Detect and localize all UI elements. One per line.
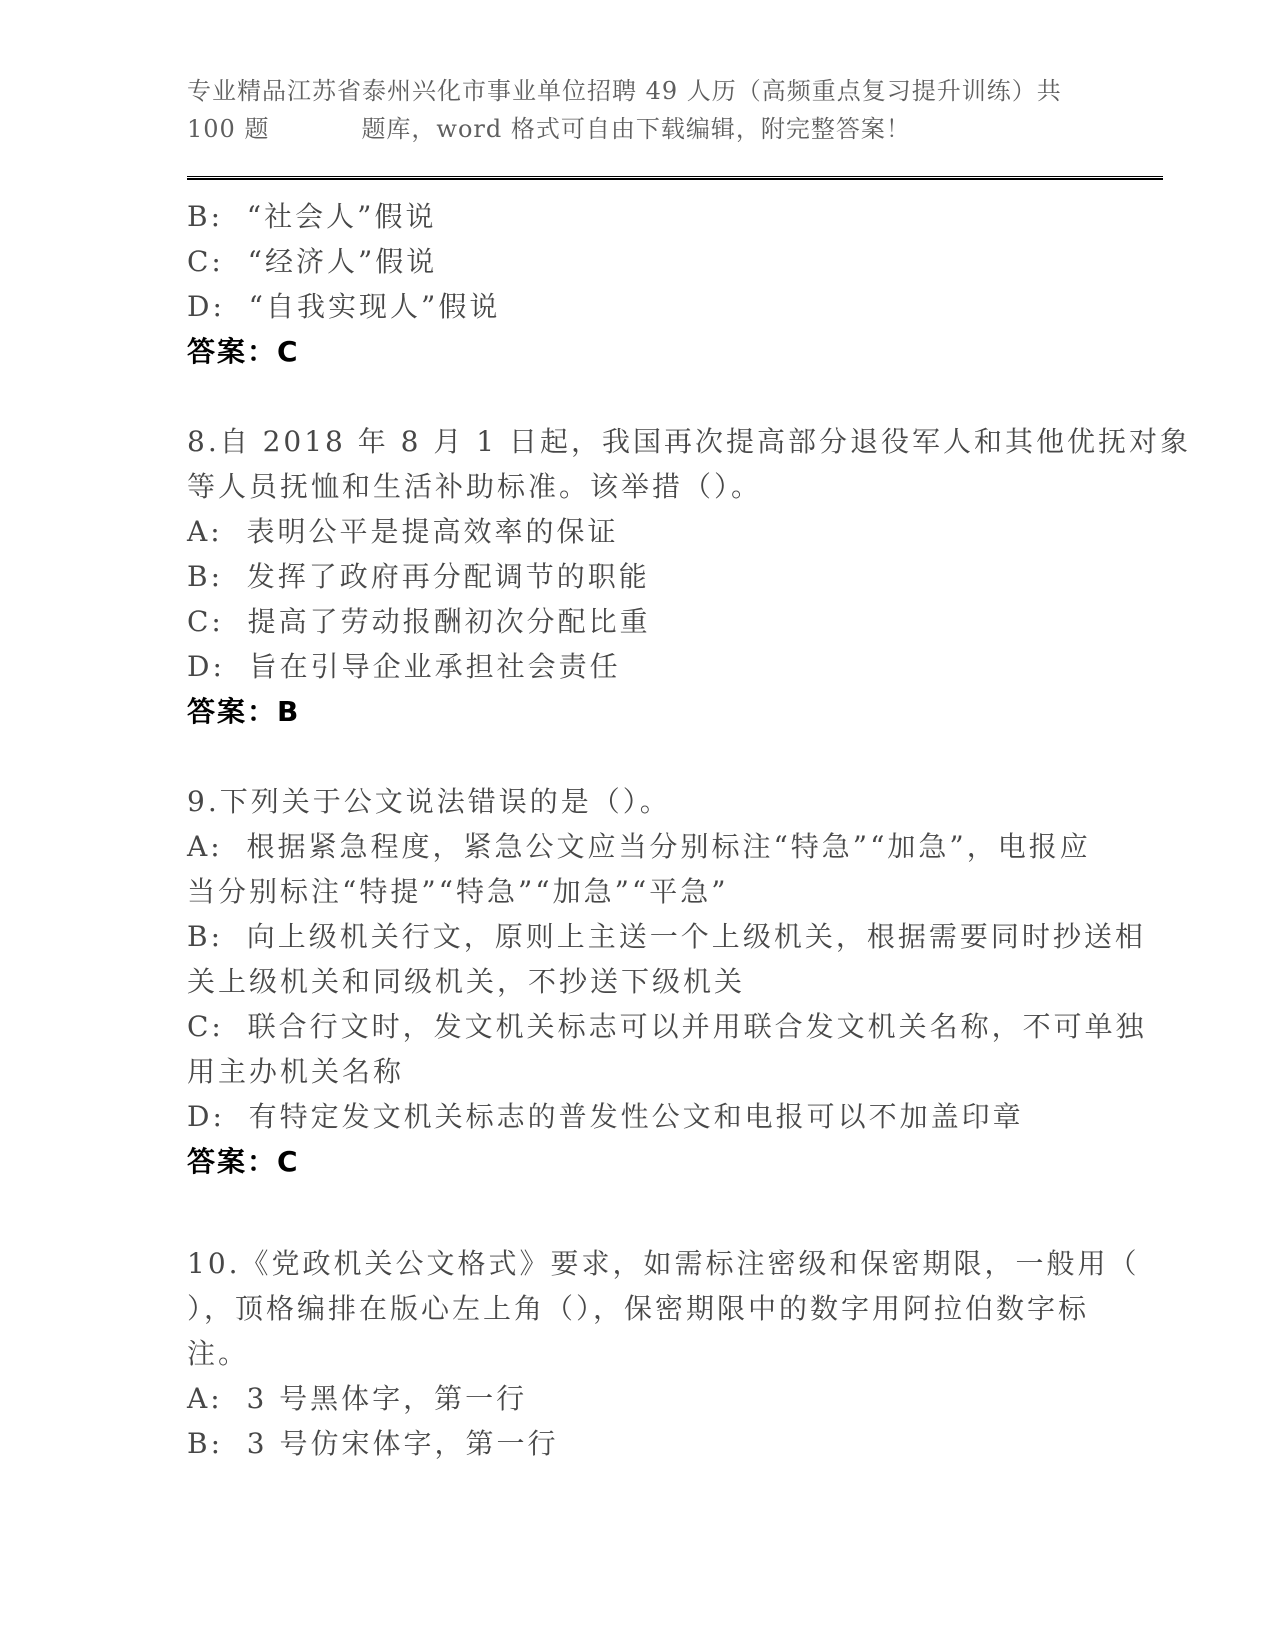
- question-9-section: [187, 779, 1163, 1184]
- question-8-section: [187, 419, 1192, 734]
- q8-option-c: C: 提高了劳动报酬初次分配比重: [187, 605, 651, 638]
- q7-option-c: C: “经济人”假说: [187, 245, 438, 278]
- q7-option-d: D: “自我实现人”假说: [187, 290, 501, 323]
- q10-stem-line-1: 10.《党政机关公文格式》要求，如需标注密级和保密期限，一般用（: [187, 1247, 1140, 1280]
- q8-option-d: D: 旨在引导企业承担社会责任: [187, 650, 621, 683]
- q8-option-a: A: 表明公平是提高效率的保证: [187, 515, 619, 548]
- q9-option-a-line-1: A: 根据紧急程度，紧急公文应当分别标注“特急”“加急”，电报应: [187, 830, 1091, 863]
- header-line-2-right: 题库，word 格式可自由下载编辑，附完整答案！: [361, 115, 911, 143]
- question-10-section: [187, 1241, 1163, 1466]
- blank-line: [187, 734, 1163, 779]
- page-content: [187, 72, 1192, 1466]
- q8-stem-line-1: 8.自 2018 年 8 月 1 日起，我国再次提高部分退役军人和其他优抚对象: [187, 425, 1192, 458]
- header-line-2: [187, 110, 1163, 148]
- q9-option-c-line-2: 用主办机关名称: [187, 1055, 405, 1088]
- blank-line: [187, 374, 1163, 419]
- blank-line: [187, 1184, 1163, 1241]
- document-body: [187, 194, 1192, 1466]
- q10-option-b: B: 3 号仿宋体字，第一行: [187, 1427, 559, 1460]
- q9-stem-line-1: 9.下列关于公文说法错误的是（）。: [187, 785, 671, 818]
- question-7-section: [187, 194, 1163, 374]
- q7-answer: 答案：C: [187, 335, 300, 368]
- q9-option-d: D: 有特定发文机关标志的普发性公文和电报可以不加盖印章: [187, 1100, 1024, 1133]
- q7-option-b: B: “社会人”假说: [187, 200, 437, 233]
- q9-option-b-line-1: B: 向上级机关行文，原则上主送一个上级机关，根据需要同时抄送相: [187, 920, 1146, 953]
- q9-answer: 答案：C: [187, 1145, 300, 1178]
- q9-option-a-line-2: 当分别标注“特提”“特急”“加急”“平急”: [187, 875, 729, 908]
- q8-stem-line-2: 等人员抚恤和生活补助标准。该举措（）。: [187, 470, 763, 503]
- q10-option-a: A: 3 号黑体字，第一行: [187, 1382, 528, 1415]
- q9-option-b-line-2: 关上级机关和同级机关，不抄送下级机关: [187, 965, 746, 998]
- page-header: [187, 72, 1163, 180]
- q8-answer: 答案：B: [187, 695, 301, 728]
- header-line-1: 专业精品江苏省泰州兴化市事业单位招聘 49 人历（高频重点复习提升训练）共: [187, 77, 1062, 105]
- header-line-2-left: 100 题: [187, 115, 270, 143]
- q8-option-b: B: 发挥了政府再分配调节的职能: [187, 560, 650, 593]
- header-rule: [187, 176, 1163, 180]
- q9-option-c-line-1: C: 联合行文时，发文机关标志可以并用联合发文机关名称，不可单独: [187, 1010, 1147, 1043]
- q10-stem-line-3: 注。: [187, 1337, 250, 1370]
- q10-stem-line-2: ），顶格编排在版心左上角（），保密期限中的数字用阿拉伯数字标: [187, 1292, 1090, 1325]
